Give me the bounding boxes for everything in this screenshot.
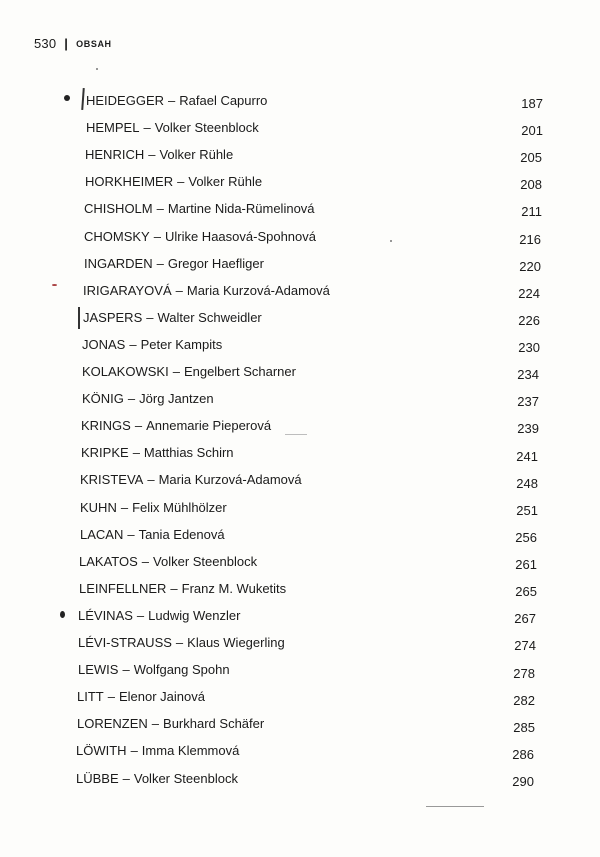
dash-separator: –	[141, 554, 150, 569]
page-number: 530	[34, 36, 57, 51]
toc-entry	[80, 524, 225, 546]
section-title: OBSAH	[76, 38, 112, 49]
toc-page-number: 216	[519, 232, 541, 247]
dash-separator: –	[146, 310, 154, 325]
article-author: Walter Schweidler	[157, 310, 262, 325]
article-author: Wolfgang Spohn	[133, 662, 230, 677]
toc-entry	[84, 253, 264, 275]
philosopher-name: KÖNIG	[82, 391, 124, 406]
dash-separator: –	[170, 581, 178, 596]
philosopher-name: LAKATOS	[79, 554, 138, 569]
dash-separator: –	[127, 527, 135, 542]
article-author: Engelbert Scharner	[183, 364, 296, 379]
article-author: Burkhard Schäfer	[163, 716, 265, 731]
dash-separator: –	[129, 337, 137, 352]
toc-entry	[81, 442, 234, 464]
toc-page-number: 285	[513, 720, 535, 735]
scan-speck	[96, 68, 98, 70]
toc-entry	[77, 713, 264, 735]
article-author: Tania Edenová	[138, 527, 225, 542]
article-author: Volker Steenblock	[133, 771, 238, 786]
philosopher-name: INGARDEN	[84, 256, 153, 271]
scan-stroke	[285, 434, 307, 435]
toc-entry	[77, 686, 205, 708]
philosopher-name: CHISHOLM	[84, 201, 153, 216]
article-author: Annemarie Pieperová	[146, 418, 272, 433]
article-author: Felix Mühlhölzer	[132, 500, 227, 515]
toc-entry	[79, 551, 257, 573]
pencil-dot-mark	[64, 95, 70, 101]
philosopher-name: LÉVI-STRAUSS	[78, 635, 172, 650]
dash-separator: –	[147, 472, 155, 487]
dash-separator: –	[127, 391, 136, 406]
dash-separator: –	[122, 662, 130, 677]
toc-page-number: 211	[521, 204, 542, 219]
scan-speck	[390, 240, 392, 242]
dash-separator: –	[175, 635, 184, 650]
toc-page-number: 282	[513, 693, 535, 708]
toc-page-number: 234	[517, 367, 539, 382]
toc-entry	[85, 171, 262, 193]
article-author: Volker Steenblock	[154, 120, 259, 135]
philosopher-name: CHOMSKY	[84, 229, 150, 244]
toc-entry	[78, 605, 240, 627]
philosopher-name: KRIPKE	[81, 445, 129, 460]
dash-separator: –	[120, 500, 129, 515]
toc-entry	[78, 659, 230, 681]
toc-entry	[82, 388, 214, 410]
article-author: Maria Kurzová-Adamová	[158, 472, 302, 487]
dash-separator: –	[107, 689, 115, 704]
dash-separator: –	[153, 229, 161, 244]
article-author: Maria Kurzová-Adamová	[186, 283, 330, 298]
article-author: Matthias Schirn	[143, 445, 234, 460]
article-author: Peter Kampits	[140, 337, 223, 352]
pencil-bar-mark	[78, 307, 80, 329]
toc-entry	[79, 578, 286, 600]
toc-page-number: 274	[514, 638, 536, 653]
article-author: Volker Rühle	[159, 147, 234, 162]
philosopher-name: LÖWITH	[76, 743, 127, 758]
toc-page-number: 226	[518, 313, 540, 328]
dash-separator: –	[172, 364, 180, 379]
scan-stroke	[426, 806, 484, 807]
philosopher-name: LÉVINAS	[78, 608, 133, 623]
toc-entry	[80, 469, 302, 491]
philosopher-name: KUHN	[80, 500, 117, 515]
dash-separator: –	[156, 256, 164, 271]
philosopher-name: LORENZEN	[77, 716, 148, 731]
toc-page-number: 278	[513, 666, 535, 681]
philosopher-name: LEINFELLNER	[79, 581, 167, 596]
philosopher-name: LEWIS	[78, 662, 119, 677]
toc-page-number: 290	[512, 774, 534, 789]
philosopher-name: LÜBBE	[76, 771, 119, 786]
article-author: Gregor Haefliger	[167, 256, 264, 271]
toc-entry	[82, 361, 296, 383]
toc-entry	[82, 334, 222, 356]
toc-page-number: 230	[518, 340, 540, 355]
toc-page-number: 237	[517, 394, 539, 409]
dash-separator: –	[132, 445, 140, 460]
article-author: Ludwig Wenzler	[148, 608, 241, 623]
toc-entry	[76, 768, 238, 790]
article-author: Elenor Jainová	[118, 689, 205, 704]
toc-page-number: 241	[516, 449, 538, 464]
philosopher-name: HEIDEGGER	[86, 93, 165, 108]
toc-entry	[80, 497, 227, 519]
toc-page-number: 261	[515, 557, 537, 572]
toc-page-number: 239	[517, 421, 539, 436]
toc-entry	[84, 198, 315, 220]
toc-entry	[76, 740, 239, 762]
article-author: Rafael Capurro	[179, 93, 268, 108]
dash-separator: –	[151, 716, 160, 731]
toc-entry	[86, 117, 259, 139]
article-author: Volker Steenblock	[153, 554, 258, 569]
pencil-dot-mark	[60, 611, 65, 618]
toc-page-number: 265	[515, 584, 537, 599]
toc-page-number: 286	[512, 747, 534, 762]
philosopher-name: KOLAKOWSKI	[82, 364, 169, 379]
dash-separator: –	[148, 147, 156, 162]
toc-page-number: 187	[521, 96, 543, 111]
philosopher-name: KRINGS	[81, 418, 131, 433]
toc-page-number: 248	[516, 476, 538, 491]
article-author: Klaus Wiegerling	[187, 635, 285, 650]
toc-entry	[78, 632, 285, 654]
toc-entry	[86, 90, 267, 112]
dash-separator: –	[134, 418, 143, 433]
toc-entry	[85, 144, 233, 166]
philosopher-name: LITT	[77, 689, 104, 704]
dash-separator: –	[175, 283, 183, 298]
article-author: Imma Klemmová	[141, 743, 240, 758]
article-author: Martine Nida-Rümelinová	[167, 201, 315, 216]
dash-separator: –	[122, 771, 130, 786]
toc-page-number: 224	[518, 286, 540, 301]
philosopher-name: JASPERS	[83, 310, 143, 325]
toc-page-number: 267	[514, 611, 536, 626]
article-author: Franz M. Wuketits	[181, 581, 287, 596]
toc-entry	[84, 226, 316, 248]
toc-page-number: 220	[519, 259, 541, 274]
toc-page-number: 251	[516, 503, 538, 518]
dash-separator: –	[130, 743, 138, 758]
article-author: Jörg Jantzen	[139, 391, 214, 406]
philosopher-name: HENRICH	[85, 147, 145, 162]
dash-separator: –	[156, 201, 164, 216]
toc-entry	[81, 415, 271, 437]
toc-page-number: 201	[521, 123, 543, 138]
philosopher-name: LACAN	[80, 527, 124, 542]
dash-separator: –	[177, 174, 185, 189]
toc-page-number: 208	[520, 177, 542, 192]
article-author: Ulrike Haasová-Spohnová	[164, 229, 316, 244]
header-separator: |	[64, 36, 69, 51]
toc-page-number: 205	[520, 150, 542, 165]
article-author: Volker Rühle	[188, 174, 263, 189]
dash-separator: –	[136, 608, 145, 623]
toc-entry	[83, 307, 262, 329]
toc-entry	[83, 280, 330, 302]
toc-page-number: 256	[515, 530, 537, 545]
philosopher-name: JONAS	[82, 337, 126, 352]
scan-speck	[52, 284, 57, 286]
philosopher-name: IRIGARAYOVÁ	[83, 283, 172, 298]
dash-separator: –	[143, 120, 151, 135]
philosopher-name: HORKHEIMER	[85, 174, 174, 189]
dash-separator: –	[168, 93, 176, 108]
philosopher-name: HEMPEL	[86, 120, 140, 135]
philosopher-name: KRISTEVA	[80, 472, 144, 487]
